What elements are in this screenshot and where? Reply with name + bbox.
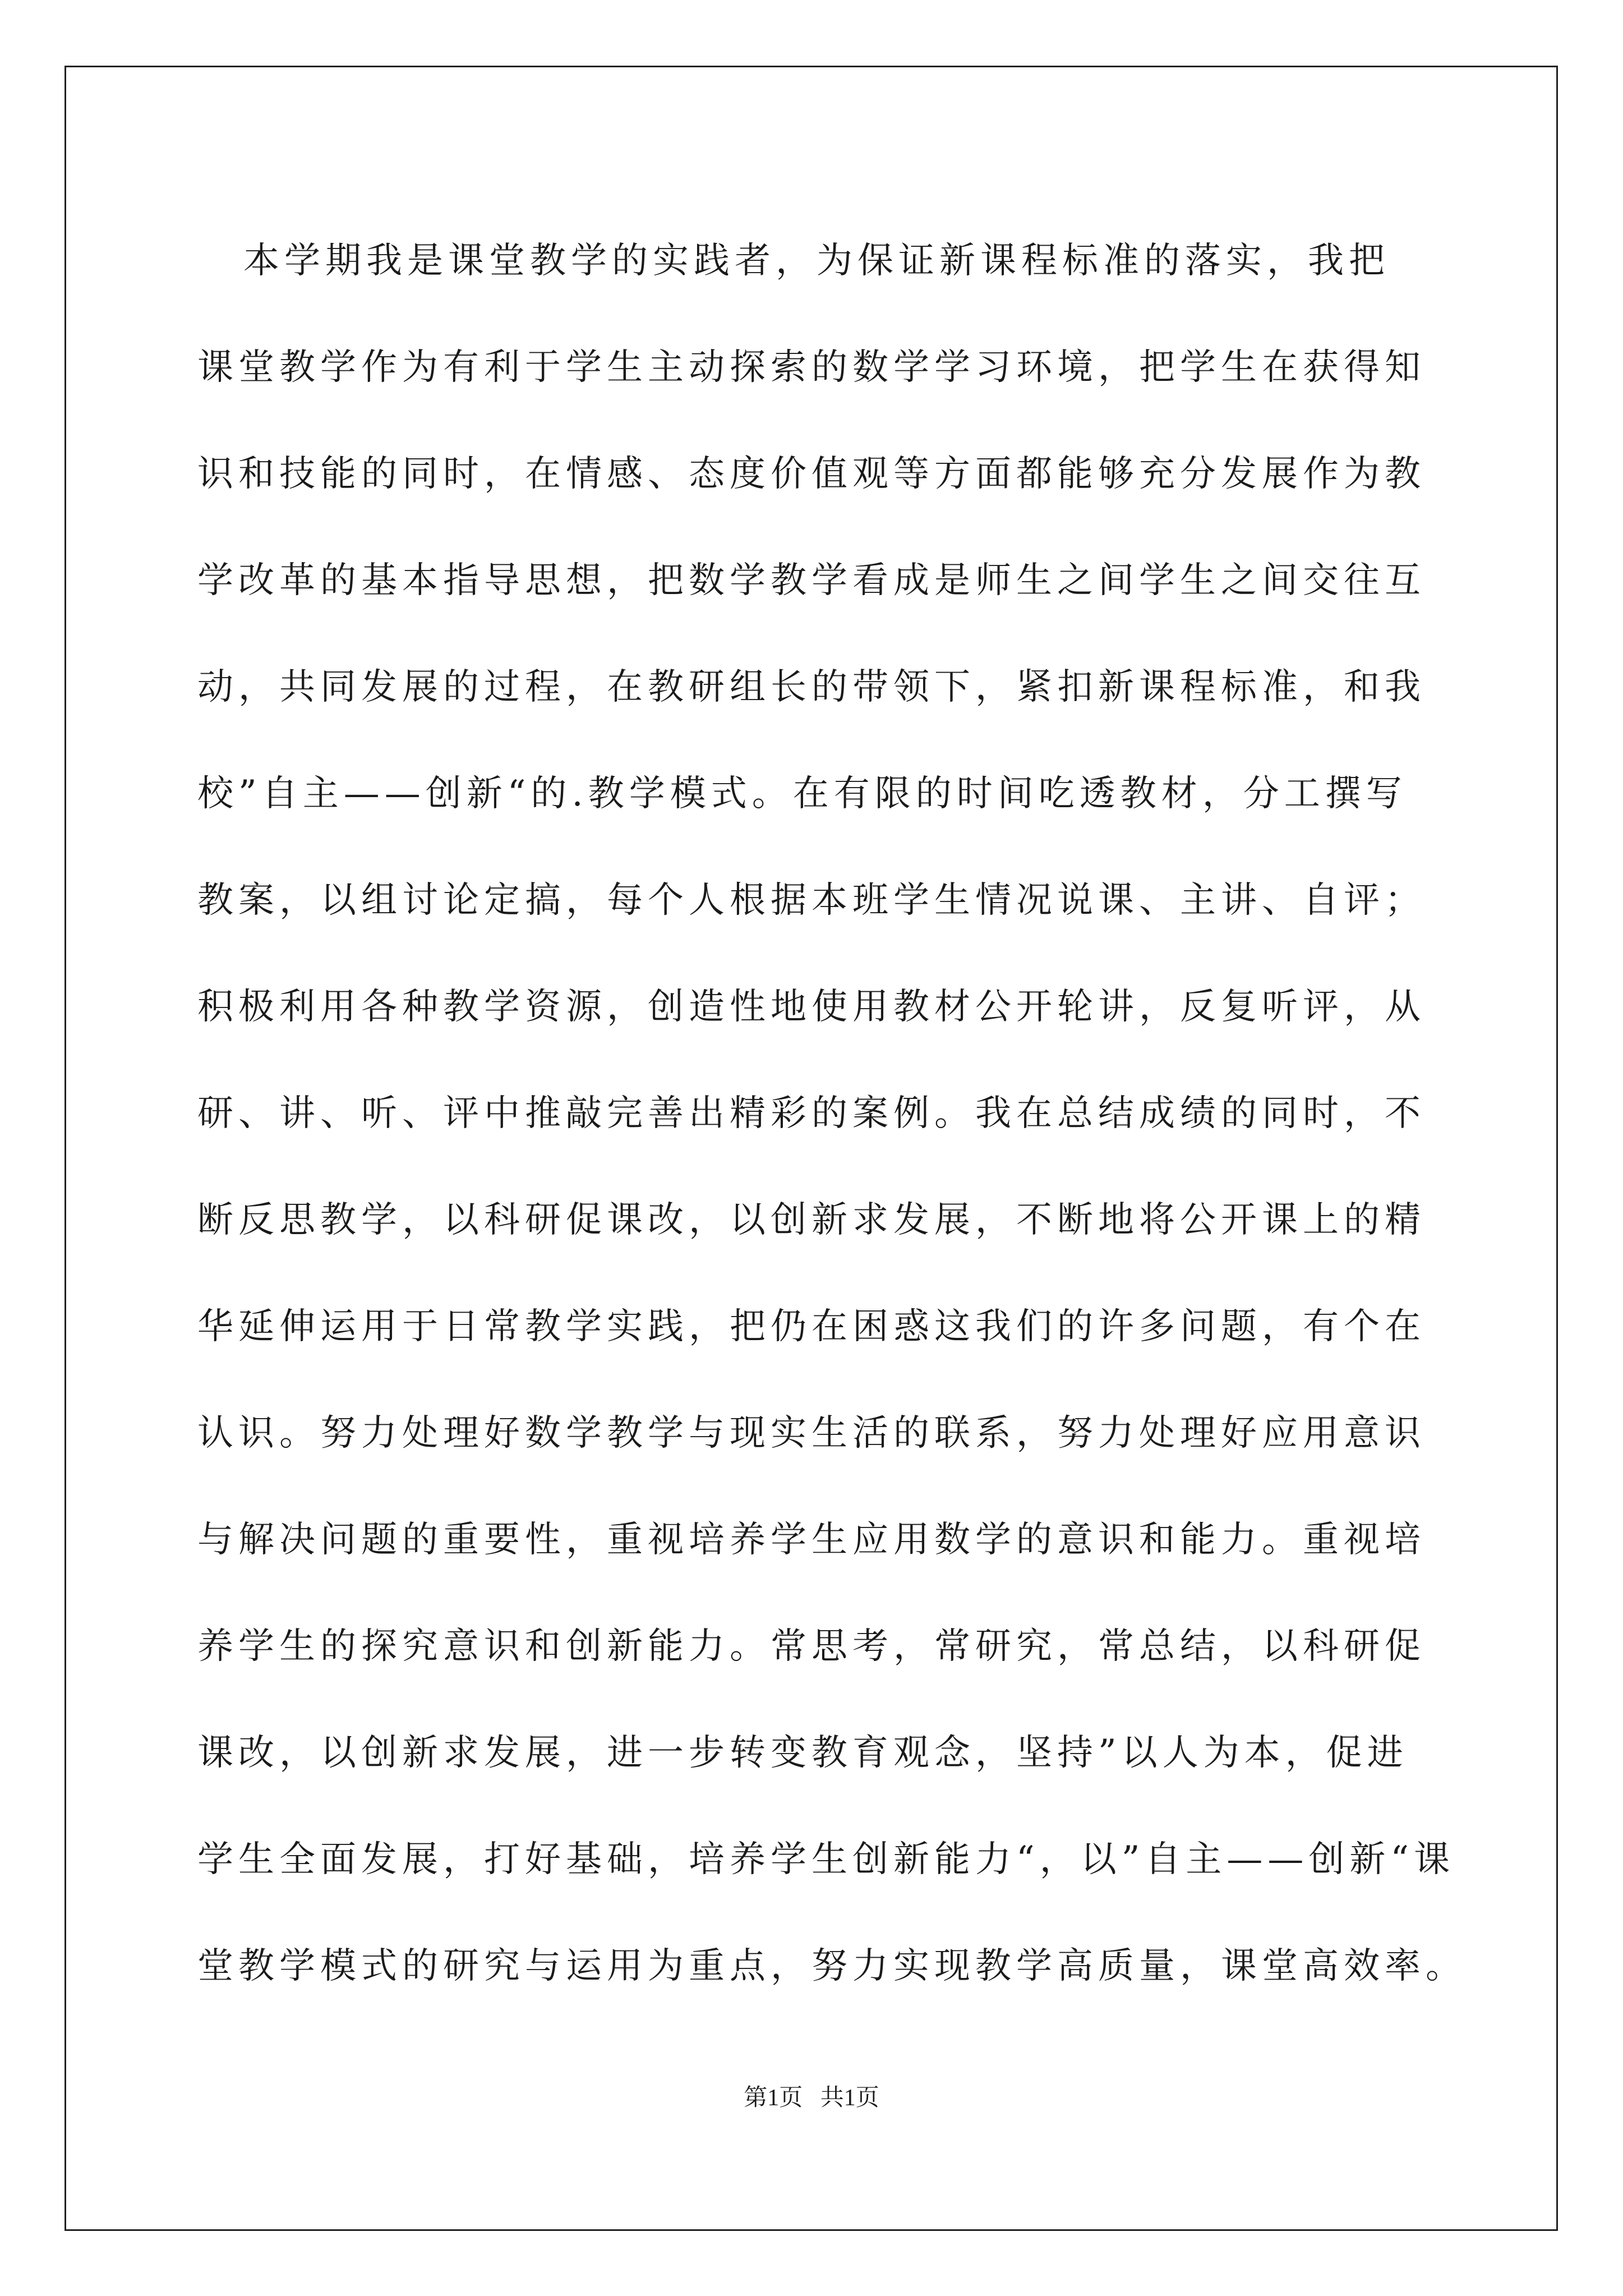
text-line: 识和技能的同时，在情感、态度价值观等方面都能够充分发展作为教 — [197, 453, 1426, 495]
text-line: 研、讲、听、评中推敲完善出精彩的案例。我在总结成绩的同时，不 — [197, 1093, 1426, 1134]
body-paragraph — [197, 208, 1467, 2019]
text-line: 学改革的基本指导思想，把数学教学看成是师生之间学生之间交往互 — [197, 560, 1426, 601]
text-line: 教案，以组讨论定搞，每个人根据本班学生情况说课、主讲、自评； — [197, 880, 1426, 921]
text-line: 与解决问题的重要性，重视培养学生应用数学的意识和能力。重视培 — [197, 1519, 1426, 1561]
page-footer: 第1页 共1页 — [744, 2085, 879, 2111]
text-line: 堂教学模式的研究与运用为重点，努力实现教学高质量，课堂高效率。 — [197, 1945, 1467, 1987]
text-line: 校”自主——创新“的.教学模式。在有限的时间吃透教材，分工撰写 — [197, 773, 1407, 815]
text-line: 养学生的探究意识和创新能力。常思考，常研究，常总结，以科研促 — [197, 1626, 1426, 1667]
text-line: 学生全面发展，打好基础，培养学生创新能力“，以”自主——创新“课 — [197, 1839, 1455, 1880]
text-line: 动，共同发展的过程，在教研组长的带领下，紧扣新课程标准，和我 — [197, 666, 1426, 708]
text-line: 认识。努力处理好数学教学与现实生活的联系，努力处理好应用意识 — [197, 1412, 1426, 1454]
text-line: 课堂教学作为有利于学生主动探索的数学学习环境，把学生在获得知 — [197, 347, 1426, 388]
text-line: 本学期我是课堂教学的实践者，为保证新课程标准的落实，我把 — [243, 240, 1390, 282]
text-line: 积极利用各种教学资源，创造性地使用教材公开轮讲，反复听评，从 — [197, 986, 1426, 1028]
text-line: 华延伸运用于日常教学实践，把仍在困惑这我们的许多问题，有个在 — [197, 1306, 1426, 1347]
text-line: 断反思教学，以科研促课改，以创新求发展，不断地将公开课上的精 — [197, 1199, 1426, 1241]
text-line: 课改，以创新求发展，进一步转变教育观念，坚持”以人为本，促进 — [197, 1732, 1408, 1774]
